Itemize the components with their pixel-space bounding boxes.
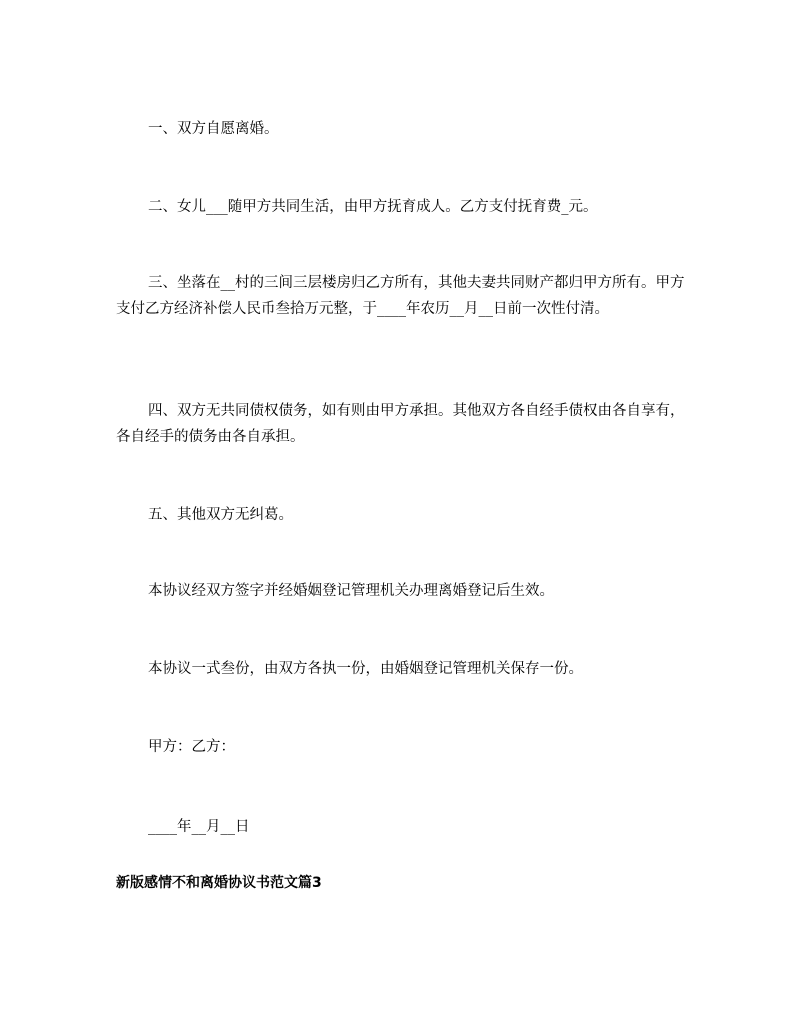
- clause-4: 四、双方无共同债权债务，如有则由甲方承担。其他双方各自经手债权由各自享有，各自经手的债务由各自承担。: [116, 403, 685, 445]
- date-line: ____年__月__日: [148, 819, 250, 835]
- copies-clause: 本协议一式叁份，由双方各执一份，由婚姻登记管理机关保存一份。: [148, 661, 583, 677]
- clause-2: 二、女儿___随甲方共同生活，由甲方抚育成人。乙方支付抚育费_元。: [148, 199, 598, 215]
- effective-clause: 本协议经双方签字并经婚姻登记管理机关办理离婚登记后生效。: [148, 583, 554, 599]
- signature-line: 甲方：乙方：: [148, 739, 235, 755]
- section-heading: 新版感情不和离婚协议书范文篇3: [116, 875, 322, 891]
- clause-5: 五、其他双方无纠葛。: [148, 507, 293, 523]
- clause-3: 三、坐落在__村的三间三层楼房归乙方所有，其他夫妻共同财产都归甲方所有。甲方支付乙方经济补偿人民币叁拾万元整，于____年农历__月__日前一次性付清。: [116, 275, 685, 317]
- clause-1: 一、双方自愿离婚。: [148, 121, 279, 137]
